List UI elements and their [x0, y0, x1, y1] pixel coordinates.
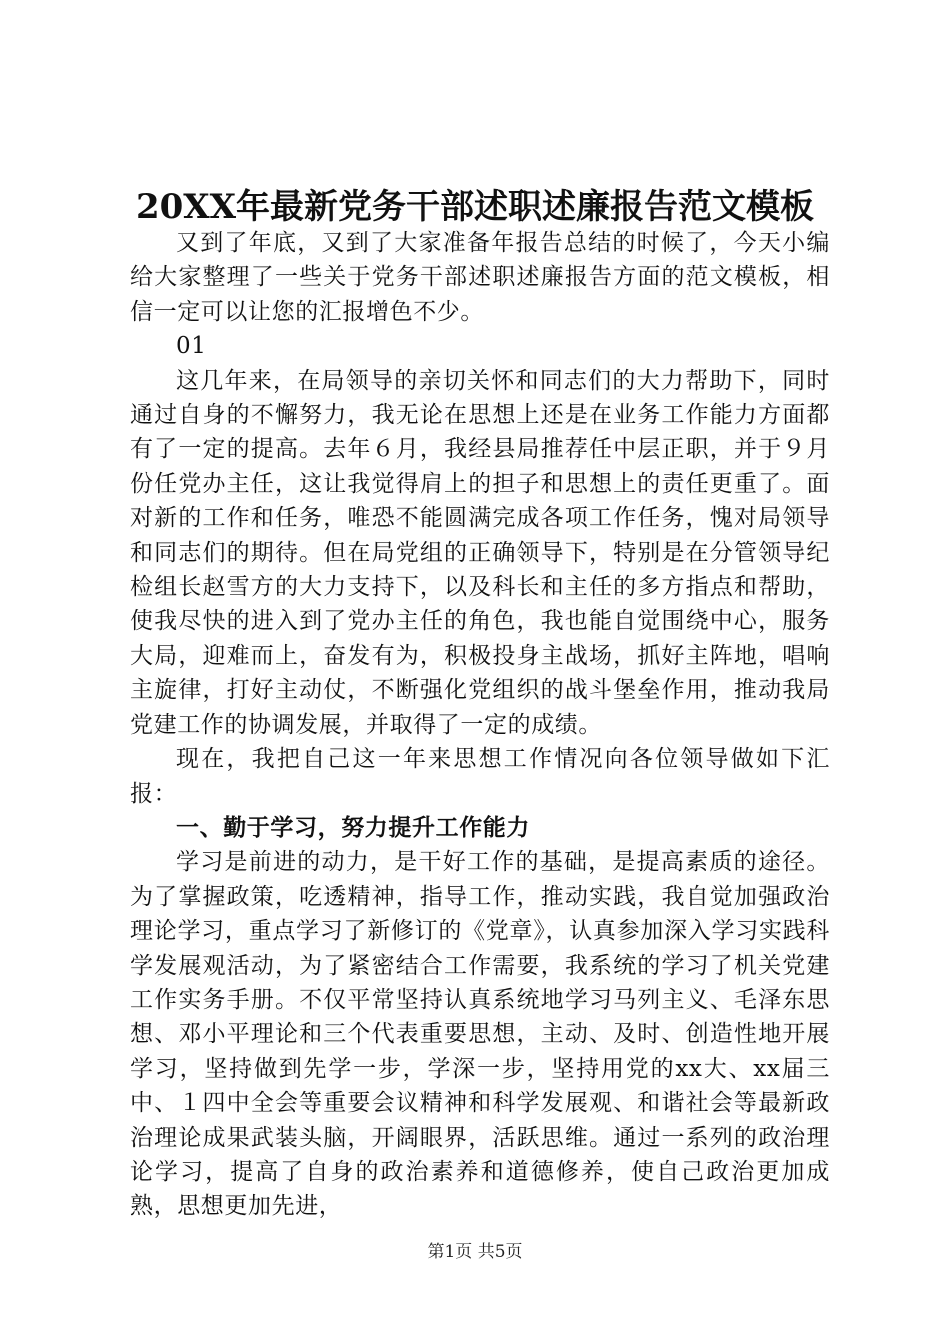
paragraph-report-intro: 现在，我把自己这一年来思想工作情况向各位领导做如下汇报：: [130, 746, 830, 807]
document-body: [130, 226, 830, 1224]
paragraph-study: 学习是前进的动力，是干好工作的基础，是提高素质的途径。为了掌握政策，吃透精神，指导工作，推动实践，我自觉加强政治理论学习，重点学习了新修订的《党章》，认真参加深入学习实践科学发展观活动，为了紧密结合工作需要，我系统的学习了机关党建工作实务手册。不仅平常坚持认真系统地学习马列主义、毛泽东思想、邓小平理论和三个代表重要思想，主动、及时、创造性地开展学习，坚持做到先学一步，学深一步，坚持用党的xx大、xx届三中、１四中全会等重要会议精神和科学发展观、和谐社会等最新政治理论成果武装头脑，开阔眼界，活跃思维。通过一系列的政治理论学习，提高了自身的政治素养和道德修养，使自己政治更加成熟，思想更加先进，: [130, 849, 830, 1220]
paragraph-section-number: 01: [176, 333, 207, 360]
section-heading: 一、勤于学习，努力提升工作能力: [176, 814, 530, 841]
paragraph-intro: 又到了年底，又到了大家准备年报告总结的时候了，今天小编给大家整理了一些关于党务干部述职述廉报告方面的范文模板，相信一定可以让您的汇报增色不少。: [130, 230, 830, 325]
paragraph-review: 这几年来，在局领导的亲切关怀和同志们的大力帮助下，同时通过自身的不懈努力，我无论在思想上还是在业务工作能力方面都有了一定的提高。去年６月，我经县局推荐任中层正职，并于９月份任党办主任，这让我觉得肩上的担子和思想上的责任更重了。面对新的工作和任务，唯恐不能圆满完成各项工作任务，愧对局领导和同志们的期待。但在局党组的正确领导下，特别是在分管领导纪检组长赵雪方的大力支持下，以及科长和主任的多方指点和帮助，使我尽快的进入到了党办主任的角色，我也能自觉围绕中心，服务大局，迎难而上，奋发有为，积极投身主战场，抓好主阵地，唱响主旋律，打好主动仗，不断强化党组织的战斗堡垒作用，推动我局党建工作的协调发展，并取得了一定的成绩。: [130, 367, 830, 738]
page-footer: 第1页 共5页: [427, 1242, 523, 1262]
document-title: 20XX年最新党务干部述职述廉报告范文模板: [135, 187, 815, 227]
